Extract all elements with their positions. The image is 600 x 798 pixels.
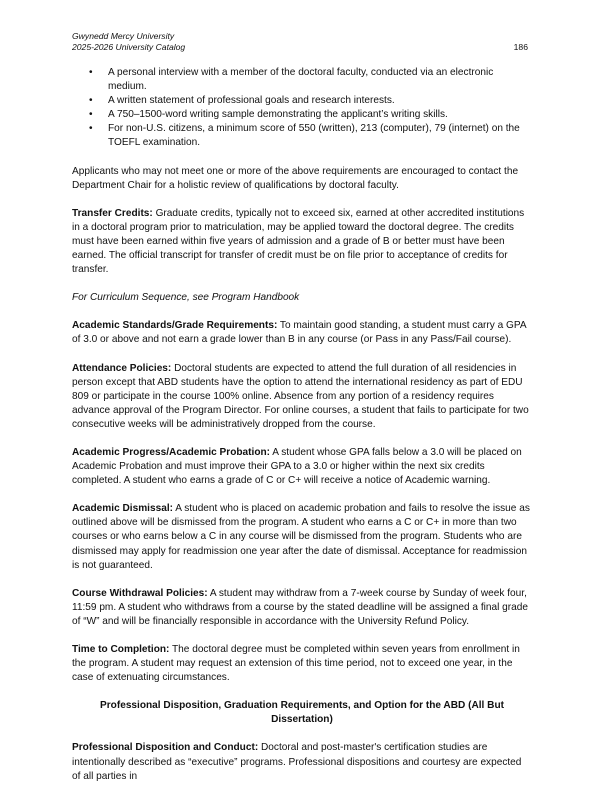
catalog-title: 2025-2026 University Catalog xyxy=(72,42,186,52)
dismissal-label: Academic Dismissal: xyxy=(72,503,173,515)
institution-name: Gwynedd Mercy University xyxy=(72,31,175,41)
dismissal-text: A student who is placed on academic probation and fails to resolve the issue as outlined above will be dismissed from the program. A student who earns a C or C+ in more than two courses or who earns below a C in any course will be dismissed from the program. Students who are dismissed may apply for readmission one year after the date of dismissal. Acceptance for readmission is not guaranteed. xyxy=(72,503,530,571)
list-item: • A 750–1500-word writing sample demonstrating the applicant’s writing skills. xyxy=(89,108,532,122)
withdrawal-label: Course Withdrawal Policies: xyxy=(72,587,208,599)
list-item: • For non-U.S. citizens, a minimum score of 550 (written), 213 (computer), 79 (internet) on the TOEFL examination. xyxy=(89,122,532,150)
running-header xyxy=(72,31,185,53)
attendance-text: Doctoral students are expected to attend the full duration of all residencies in person except that ABD students have the option to attend the international residency as part of EDU 809 or participate in the course 100% online. Absence from any portion of a residency requires advance approval of the Program Director. For online courses, a student that fails to participate for two consecutive weeks will be administratively dropped from the course. xyxy=(72,362,529,430)
dismissal-paragraph xyxy=(72,502,532,572)
completion-paragraph xyxy=(72,643,532,685)
transfer-credits-paragraph xyxy=(72,207,532,277)
section-heading: Professional Disposition, Graduation Requirements, and Option for the ABD (All But Dissertation) xyxy=(100,700,504,726)
disposition-paragraph xyxy=(72,741,532,783)
requirements-list xyxy=(72,66,532,151)
page-number: 186 xyxy=(513,42,528,52)
curriculum-note: For Curriculum Sequence, see Program Handbook xyxy=(72,292,300,304)
list-item: • A written statement of professional goals and research interests. xyxy=(89,94,532,108)
probation-paragraph xyxy=(72,446,532,488)
probation-text: A student whose GPA falls below a 3.0 will be placed on Academic Probation and must improve their GPA to a 3.0 or higher within the next six credits completed. A student who earns a grade of C or C+ will receive a notice of Academic warning. xyxy=(72,446,522,487)
transfer-credits-text: Graduate credits, typically not to exceed six, earned at other accredited institutions in a doctoral program prior to matriculation, may be applied toward the doctoral degree. The credits must have been earned within five years of admission and a grade of B or better must have been earned. The official transcript for transfer of credit must be on file prior to acceptance of credits for transfer. xyxy=(72,207,525,276)
probation-label: Academic Progress/Academic Probation: xyxy=(72,446,271,458)
completion-text: The doctoral degree must be completed within seven years from enrollment in the program. A student may request an extension of this time period, not to exceed one year, in the case of extenuating circumstances. xyxy=(72,644,520,684)
withdrawal-text: A student may withdraw from a 7-week course by Sunday of week four, 11:59 pm. A student who withdraws from a course by the stated deadline will be assigned a final grade of “W” and will be financially responsible in accordance with the University Refund Policy. xyxy=(72,587,528,627)
disposition-text: Doctoral and post-master's certification studies are intentionally described as “executive” programs. Professional dispositions and courtesy are expected of all parties in xyxy=(72,742,522,782)
withdrawal-paragraph xyxy=(72,587,532,629)
completion-label: Time to Completion: xyxy=(72,644,170,655)
page-body xyxy=(72,66,532,798)
disposition-label: Professional Disposition and Conduct: xyxy=(72,742,259,754)
academic-standards-text: To maintain good standing, a student must carry a GPA of 3.0 or above and not earn a grade lower than B in any course (or Pass in any Pass/Fail course). xyxy=(72,320,527,346)
attendance-label: Attendance Policies: xyxy=(72,362,172,374)
academic-standards-paragraph xyxy=(72,319,532,347)
transfer-credits-label: Transfer Credits: xyxy=(72,207,153,219)
list-item: • A personal interview with a member of the doctoral faculty, conducted via an electronic medium. xyxy=(89,66,532,94)
academic-standards-label: Academic Standards/Grade Requirements: xyxy=(72,320,278,332)
applicants-note: Applicants who may not meet one or more of the above requirements are encouraged to contact the Department Chair for a holistic review of qualifications by doctoral faculty. xyxy=(72,165,519,191)
attendance-paragraph xyxy=(72,362,532,432)
